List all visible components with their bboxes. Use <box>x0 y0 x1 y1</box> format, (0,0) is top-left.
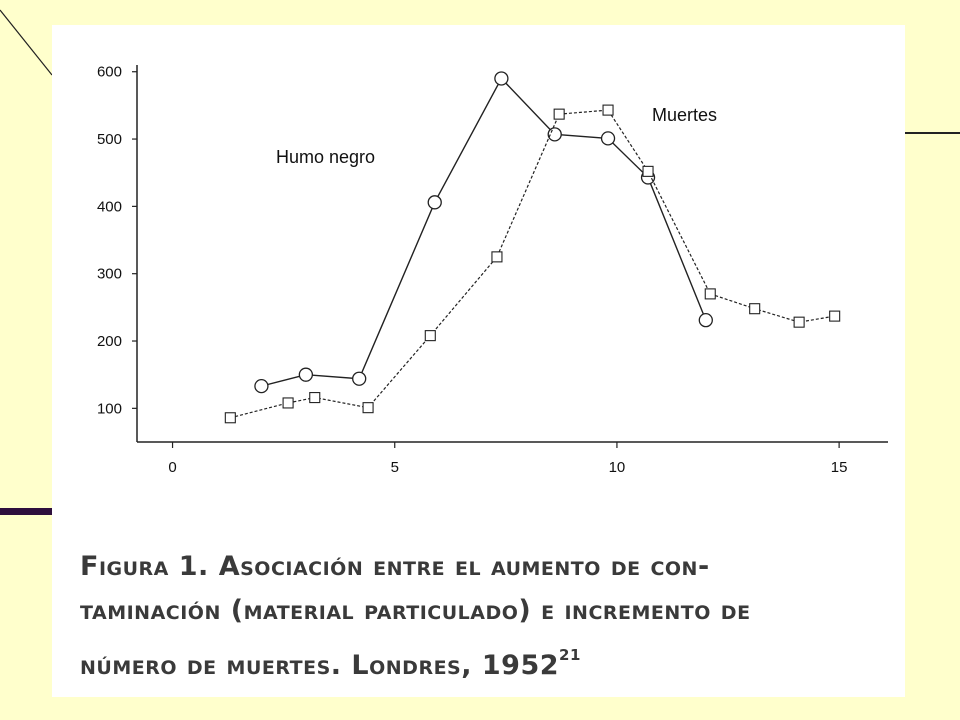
point-humo-negro <box>495 72 508 85</box>
point-humo-negro <box>428 196 441 209</box>
point-muertes <box>643 166 653 176</box>
point-muertes <box>830 311 840 321</box>
figure-panel <box>52 25 905 697</box>
caption-line-2: taminación (material particulado) e incremento de <box>80 595 751 626</box>
series-label-muertes: Muertes <box>652 105 718 125</box>
caption-line-1: Figura 1. Asociación entre el aumento de con- <box>80 551 710 582</box>
point-muertes <box>492 252 502 262</box>
point-humo-negro <box>602 132 615 145</box>
point-muertes <box>750 304 760 314</box>
point-muertes <box>425 331 435 341</box>
point-muertes <box>363 403 373 413</box>
accent-bar <box>0 508 52 515</box>
caption-line-3 <box>80 633 900 688</box>
diagonal-rule <box>0 10 52 75</box>
y-tick-label: 200 <box>96 333 122 351</box>
x-tick-label: 10 <box>608 459 626 476</box>
y-tick-label: 600 <box>96 63 122 81</box>
line-chart <box>52 25 905 525</box>
x-tick-label: 5 <box>390 459 399 476</box>
point-muertes <box>310 393 320 403</box>
point-muertes <box>225 413 235 423</box>
point-muertes <box>283 398 293 408</box>
point-humo-negro <box>299 368 312 381</box>
point-muertes <box>794 317 804 327</box>
caption-line-3-text: número de muertes. Londres, 1952 <box>80 650 560 681</box>
y-tick-label: 300 <box>96 265 122 283</box>
point-humo-negro <box>255 380 268 393</box>
caption-reference: 21 <box>559 646 581 664</box>
y-tick-label: 100 <box>96 400 122 418</box>
figure-caption <box>80 545 900 688</box>
point-humo-negro <box>699 314 712 327</box>
y-tick-label: 500 <box>96 131 122 149</box>
point-muertes <box>705 289 715 299</box>
chart-axes <box>97 64 888 476</box>
series-label-humo-negro: Humo negro <box>276 147 376 167</box>
series-line-humo-negro <box>261 78 705 386</box>
point-muertes <box>603 105 613 115</box>
point-muertes <box>554 109 564 119</box>
point-humo-negro <box>353 372 366 385</box>
y-tick-label: 400 <box>96 198 122 216</box>
point-humo-negro <box>548 128 561 141</box>
x-tick-label: 15 <box>830 459 848 476</box>
chart-series <box>225 72 839 423</box>
x-tick-label: 0 <box>168 459 177 476</box>
